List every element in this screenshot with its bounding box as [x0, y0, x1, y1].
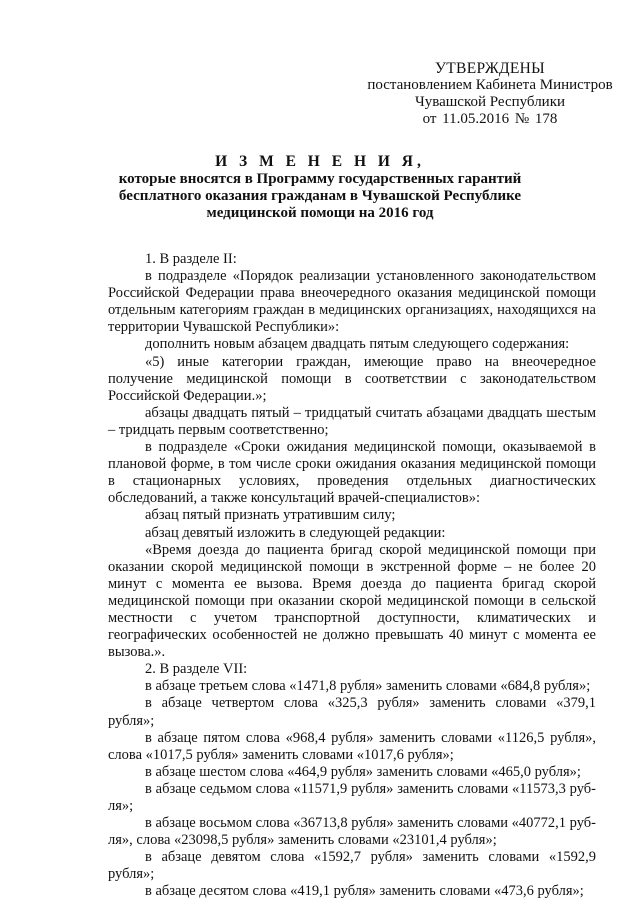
document-heading: [110, 153, 530, 222]
approval-line-2: Чувашской Республики: [414, 94, 566, 110]
heading-spaced-title: И З М Е Н Е Н И Я,: [215, 153, 425, 170]
heading-line-3: медицинской помощи на 2016 год: [206, 205, 434, 221]
heading-line-1: которые вносятся в Программу государственных гарантий: [118, 171, 522, 187]
approval-line-1: постановлением Кабинета Министров: [367, 77, 613, 93]
paragraph: в абзаце пятом слова «968,4 рубля» заменить словами «1126,5 рубля», слова «1017,5 рубля» заменить словами «1017,6 рубля»;: [108, 729, 596, 763]
paragraph: «5) иные категории граждан, имеющие право на внеочередное получение медицинской помощи в соответствии с законодательством Российской Федерации.»;: [108, 353, 596, 404]
paragraph: в абзаце четвертом слова «325,3 рубля» заменить словами «379,1 рубля»;: [108, 695, 596, 729]
paragraph: 1. В разделе II:: [145, 251, 237, 267]
approval-stamp: [365, 60, 615, 128]
paragraph: в подразделе «Порядок реализации установленного законодательством Российской Федерации права внеочередного оказания медицинской помощи отдельным категориям граждан в медицинских организациях, находящихся на территории Чувашской Республики»:: [108, 268, 596, 336]
paragraph: в подразделе «Сроки ожидания медицинской помощи, оказываемой в плановой форме, в том числе сроки ожидания оказания медицинской помощи в стационарных условиях, проведения отдельных диагностических обследований, а также консультаций врачей-специалистов»:: [108, 439, 596, 507]
paragraph: в абзаце третьем слова «1471,8 рубля» заменить словами «684,8 рубля»;: [145, 678, 591, 695]
paragraph: абзац пятый признать утратившим силу;: [145, 507, 396, 524]
document-body: [108, 251, 596, 901]
paragraph: в абзаце девятом слова «1592,7 рубля» заменить словами «1592,9 рубля»;: [108, 849, 596, 883]
paragraph: дополнить новым абзацем двадцать пятым следующего содержания:: [145, 336, 570, 353]
approval-title: УТВЕРЖДЕНЫ: [435, 60, 545, 77]
paragraph: в абзаце восьмом слова «36713,8 рубля» заменить словами «40772,1 рубля», слова «23098,5 рубля» заменить словами «23101,4 рубля»;: [108, 815, 596, 849]
paragraph: в абзаце седьмом слова «11571,9 рубля» заменить словами «11573,3 рубля»;: [108, 780, 596, 814]
heading-line-2: бесплатного оказания гражданам в Чувашской Республике: [118, 188, 522, 204]
paragraph: абзацы двадцать пятый – тридцатый считать абзацами двадцать шестым – тридцать первым соответственно;: [108, 404, 596, 438]
paragraph: в абзаце шестом слова «464,9 рубля» заменить словами «465,0 рубля»;: [145, 763, 581, 780]
approval-date-number: от 11.05.2016 № 178: [422, 111, 558, 127]
paragraph: 2. В разделе VII:: [145, 661, 248, 678]
paragraph: абзац девятый изложить в следующей редакции:: [145, 524, 446, 541]
paragraph: «Время доезда до пациента бригад скорой медицинской помощи при оказании скорой медицинской помощи в экстренной форме – не более 20 минут с момента ее вызова. Время доезда до пациента бригад скорой медицинской помощи при оказании скорой медицинской помощи в сельской местности с учетом транспортной доступности, климатических и географических особенностей не должно превышать 40 минут с момента ее вызова.».: [108, 541, 596, 661]
paragraph: в абзаце десятом слова «419,1 рубля» заменить словами «473,6 рубля»;: [145, 883, 584, 900]
